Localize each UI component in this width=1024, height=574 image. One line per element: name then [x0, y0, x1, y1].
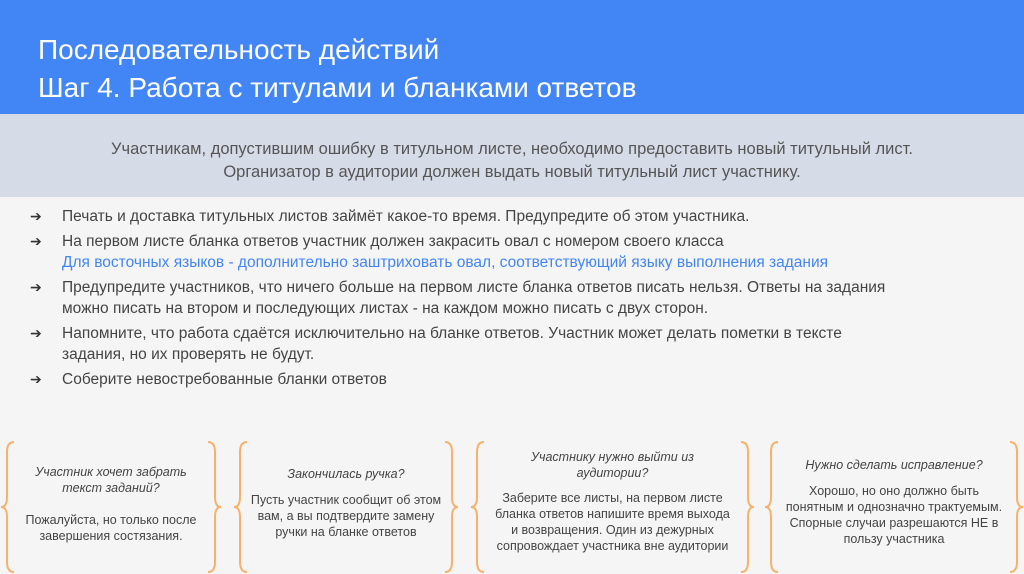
bullet-text: Напомните, что работа сдаётся исключительно на бланке ответов. Участник может делать пометки в тексте [62, 325, 842, 342]
faq-answer: Пожалуйста, но только после завершения состязания. [25, 513, 197, 543]
curly-bracket-left-icon [233, 440, 249, 574]
faq-answer: Пусть участник сообщит об этом вам, а вы подтвердите замену ручки на бланке ответов [250, 493, 442, 539]
faq-card [233, 440, 459, 574]
faq-answer: Заберите все листы, на первом листе бланка ответов напишите время выхода и возвращения. Один из дежурных сопровождает участника вне аудитории [495, 491, 730, 553]
slide-title-line1: Последовательность действий [38, 34, 440, 65]
slide-header [0, 0, 1024, 114]
bullet-list [30, 206, 1005, 394]
bullet-item [30, 231, 1005, 273]
notice-line2: Организатор в аудитории должен выдать новый титульный лист участнику. [223, 163, 801, 181]
notice-band [0, 114, 1024, 197]
faq-question: Нужно сделать исправление? [805, 458, 983, 472]
curly-bracket-right-icon [206, 440, 222, 574]
bullet-item [30, 369, 1005, 390]
faq-question: Участнику нужно выйти из аудитории? [531, 450, 694, 480]
bullet-item [30, 323, 1005, 365]
bullet-text: Предупредите участников, что ничего больше на первом листе бланка ответов писать нельзя. Ответы на задания [62, 279, 886, 296]
bullet-text: На первом листе бланка ответов участник должен закрасить овал с номером своего класса [62, 233, 724, 250]
arrow-right-icon: ➔ [30, 208, 42, 224]
faq-question: Закончилась ручка? [287, 467, 405, 481]
curly-bracket-right-icon [443, 440, 459, 574]
faq-card [0, 440, 222, 574]
faq-question: Участник хочет забрать текст заданий? [35, 465, 187, 495]
notice-line1: Участникам, допустившим ошибку в титульном листе, необходимо предоставить новый титульный лист. [111, 140, 913, 158]
bullet-note: Для восточных языков - дополнительно заштриховать овал, соответствующий языку выполнения задания [62, 254, 829, 271]
curly-bracket-left-icon [0, 440, 16, 574]
bullet-text: Соберите невостребованные бланки ответов [62, 371, 387, 388]
slide-title-line2: Шаг 4. Работа с титулами и бланками ответов [38, 72, 637, 103]
curly-bracket-left-icon [764, 440, 780, 574]
curly-bracket-right-icon [1008, 440, 1024, 574]
curly-bracket-right-icon [739, 440, 755, 574]
arrow-right-icon: ➔ [30, 371, 42, 387]
arrow-right-icon: ➔ [30, 325, 42, 341]
bullet-text: задания, но их проверять не будут. [62, 346, 315, 363]
bullet-text: можно писать на втором и последующих листах - на каждом можно писать с двух сторон. [62, 300, 709, 317]
arrow-right-icon: ➔ [30, 233, 42, 249]
faq-card [470, 440, 755, 574]
bullet-item [30, 277, 1005, 319]
bullet-text: Печать и доставка титульных листов займёт какое-то время. Предупредите об этом участника. [62, 208, 750, 225]
faq-card [764, 440, 1024, 574]
curly-bracket-left-icon [470, 440, 486, 574]
faq-answer: Хорошо, но оно должно быть понятным и однозначно трактуемым. Спорные случаи разрешаются НЕ в пользу участника [785, 484, 1003, 546]
bullet-item [30, 206, 1005, 227]
arrow-right-icon: ➔ [30, 279, 42, 295]
